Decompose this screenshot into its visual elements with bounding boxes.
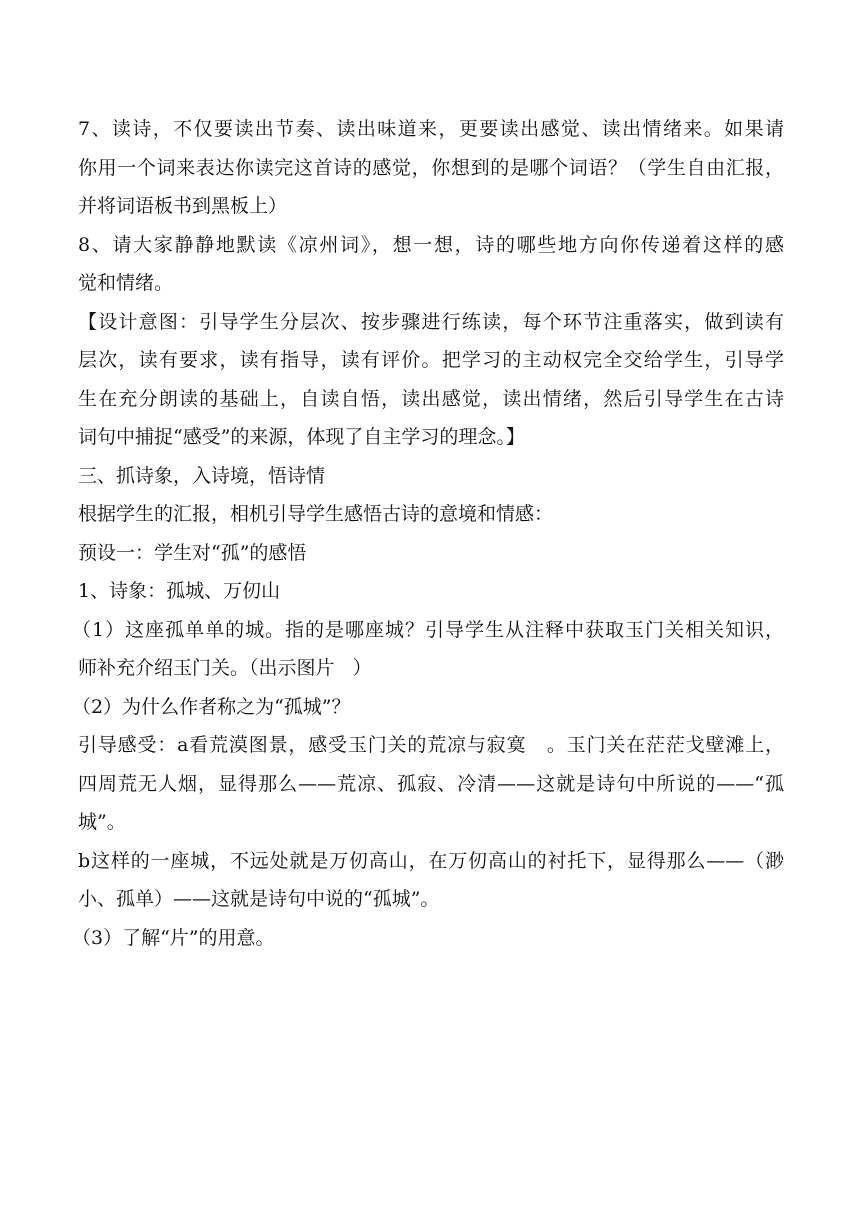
design-intent-line-1: 【设计意图：引导学生分层次、按步骤进行练读，每个环节注重落实，做到读有 [78,310,784,333]
paragraph-7-line-1: 7、读诗，不仅要读出节奏、读出味道来，更要读出感觉、读出情绪来。如果请 [78,118,784,140]
guidance-b-line-2: 小、孤单）——这就是诗句中说的“孤城”。 [78,888,440,910]
document-body [72,110,784,957]
design-intent-line-4: 词句中捕捉“感受”的来源，体现了自主学习的理念。】 [78,426,525,448]
paragraph-8-line-1: 8、请大家静静地默读《凉州词》，想一想，诗的哪些地方向你传递着这样的感 [78,233,784,256]
preset-one-heading: 预设一：学生对“孤”的感悟 [78,541,307,564]
paragraph-7-line-2: 你用一个词来表达你读完这首诗的感觉，你想到的是哪个词语？（学生自由汇报， [78,156,784,179]
question-2: （2）为什么作者称之为“孤城”？ [72,695,351,718]
question-1-line-1: （1）这座孤单单的城。指的是哪座城？引导学生从注释中获取玉门关相关知识， [72,618,784,641]
question-3: （3）了解“片”的用意。 [72,926,275,949]
design-intent-line-2: 层次，读有要求，读有指导，读有评价。把学习的主动权完全交给学生，引导学 [78,349,784,371]
guidance-a-line-3: 城”。 [78,811,126,833]
poem-image-heading: 1、诗象：孤城、万仞山 [78,580,281,602]
question-1-line-2: 师补充介绍玉门关。（出示图片 ） [78,657,372,679]
instruction-line: 根据学生的汇报，相机引导学生感悟古诗的意境和情感： [78,503,554,525]
paragraph-7-line-3: 并将词语板书到黑板上） [78,195,288,217]
guidance-b-line-1: b这样的一座城，不远处就是万仞高山，在万仞高山的衬托下，显得那么——（渺 [78,849,784,872]
design-intent-line-3: 生在充分朗读的基础上，自读自悟，读出感觉，读出情绪，然后引导学生在古诗 [78,387,784,410]
guidance-a-line-1: 引导感受：a看荒漠图景，感受玉门关的荒凉与寂寞 。玉门关在茫茫戈壁滩上， [78,734,784,756]
guidance-a-line-2: 四周荒无人烟，显得那么——荒凉、孤寂、冷清——这就是诗句中所说的——“孤 [78,772,784,795]
section-heading-3: 三、抓诗象，入诗境，悟诗情 [78,464,326,487]
paragraph-8-line-2: 觉和情绪。 [78,272,174,294]
